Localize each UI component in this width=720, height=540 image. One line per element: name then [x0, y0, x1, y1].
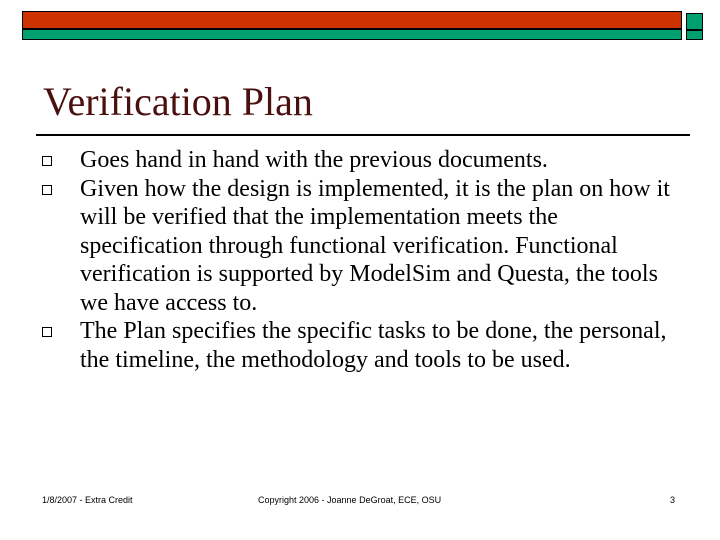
bullet-text: Goes hand in hand with the previous documents.: [80, 147, 548, 173]
footer-date: 1/8/2007 - Extra Credit: [42, 495, 133, 505]
bullet-item: [42, 317, 682, 374]
page-number: 3: [670, 495, 676, 505]
header-bar-green: [22, 29, 682, 40]
bullet-list: [42, 146, 682, 374]
bullet-item: [42, 146, 682, 175]
hollow-square-icon: [42, 327, 52, 337]
slide-title: Verification Plan: [43, 79, 313, 124]
hollow-square-icon: [42, 185, 52, 195]
bullet-item: [42, 175, 682, 318]
header-square-bottom: [686, 30, 703, 40]
bullet-text: Given how the design is implemented, it is the plan on how it will be verified that the implementation meets the specification through functional verification. Functional verification is supported by ModelSim and Questa, the tools we have access to.: [80, 175, 670, 316]
bullet-text: The Plan specifies the specific tasks to be done, the personal, the timeline, the methodology and tools to be used.: [80, 318, 667, 373]
header-square-top: [686, 13, 703, 30]
hollow-square-icon: [42, 156, 52, 166]
header-bar-red: [22, 11, 682, 29]
footer-copyright: Copyright 2006 - Joanne DeGroat, ECE, OSU: [258, 495, 442, 505]
title-divider: [36, 134, 690, 136]
